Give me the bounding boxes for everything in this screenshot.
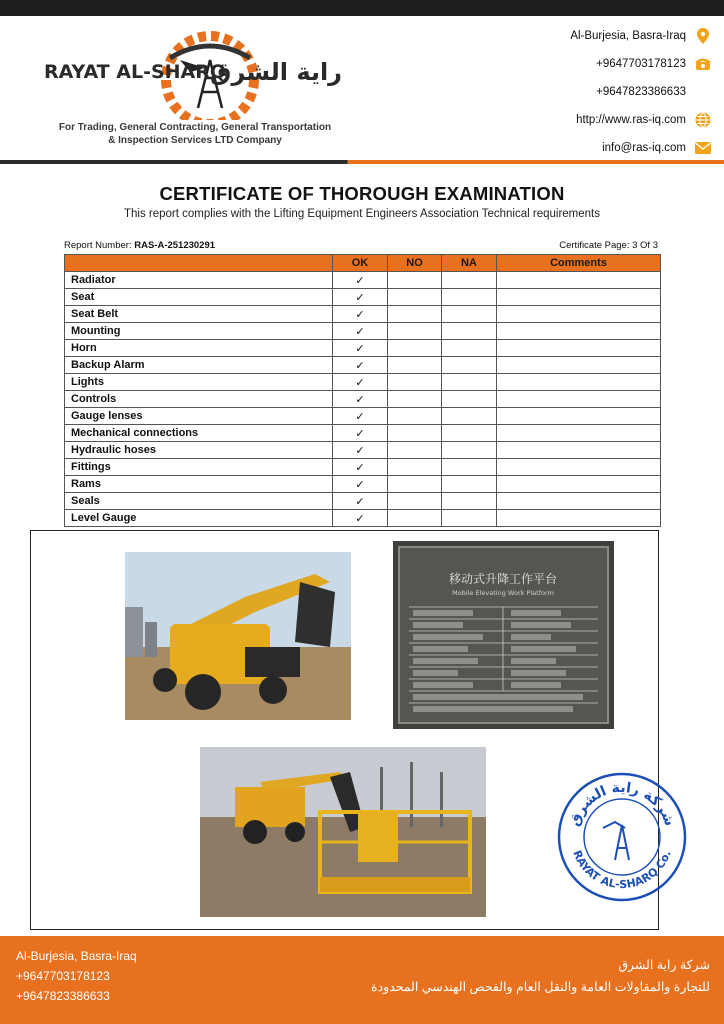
svg-text:RAYAT AL-SHARQ: RAYAT AL-SHARQ xyxy=(44,61,227,83)
row-no-cell xyxy=(388,357,442,374)
row-ok-cell: ✓ xyxy=(333,510,388,527)
row-item-label: Hydraulic hoses xyxy=(65,442,333,459)
table-row xyxy=(65,272,661,289)
report-number: Report Number: RAS-A-251230291 xyxy=(64,240,216,251)
svg-text:Mobile Elevating Work Platform: Mobile Elevating Work Platform xyxy=(452,589,554,597)
row-no-cell xyxy=(388,459,442,476)
row-comments-cell xyxy=(497,408,661,425)
row-ok-cell: ✓ xyxy=(333,425,388,442)
svg-text:شركة راية الشرق: شركة راية الشرق xyxy=(566,779,678,829)
header-na: NA xyxy=(442,255,497,272)
company-tagline: For Trading, General Contracting, General Transportation & Inspection Services LTD Company xyxy=(58,122,332,146)
row-ok-cell: ✓ xyxy=(333,340,388,357)
table-row xyxy=(65,340,661,357)
header-ok: OK xyxy=(333,255,388,272)
table-row xyxy=(65,323,661,340)
table-row xyxy=(65,408,661,425)
row-comments-cell xyxy=(497,476,661,493)
footer-phone-1: +9647703178123 xyxy=(16,969,110,983)
header-item xyxy=(65,255,333,272)
row-comments-cell xyxy=(497,459,661,476)
row-comments-cell xyxy=(497,493,661,510)
row-no-cell xyxy=(388,374,442,391)
row-na-cell xyxy=(442,442,497,459)
svg-text:移动式升降工作平台: 移动式升降工作平台 xyxy=(448,572,558,586)
location-pin-icon xyxy=(694,27,712,45)
row-na-cell xyxy=(442,357,497,374)
row-na-cell xyxy=(442,340,497,357)
row-item-label: Mounting xyxy=(65,323,333,340)
row-ok-cell: ✓ xyxy=(333,391,388,408)
equipment-photo-side xyxy=(125,552,351,720)
row-na-cell xyxy=(442,493,497,510)
row-ok-cell: ✓ xyxy=(333,357,388,374)
contact-email[interactable]: info@ras-iq.com xyxy=(452,134,712,162)
row-ok-cell: ✓ xyxy=(333,289,388,306)
row-ok-cell: ✓ xyxy=(333,272,388,289)
row-item-label: Gauge lenses xyxy=(65,408,333,425)
row-ok-cell: ✓ xyxy=(333,459,388,476)
row-no-cell xyxy=(388,272,442,289)
globe-icon xyxy=(694,111,712,129)
row-comments-cell xyxy=(497,289,661,306)
table-row xyxy=(65,476,661,493)
row-no-cell xyxy=(388,510,442,527)
header-comments: Comments xyxy=(497,255,661,272)
row-item-label: Level Gauge xyxy=(65,510,333,527)
row-ok-cell: ✓ xyxy=(333,442,388,459)
header-contacts xyxy=(452,22,712,162)
row-na-cell xyxy=(442,408,497,425)
row-na-cell xyxy=(442,459,497,476)
row-comments-cell xyxy=(497,391,661,408)
contact-phone-2[interactable]: +9647823386633 xyxy=(596,86,686,98)
row-no-cell xyxy=(388,323,442,340)
footer-address: Al-Burjesia, Basra-Iraq xyxy=(16,949,137,963)
equipment-photo-basket xyxy=(200,747,486,917)
certificate-title: CERTIFICATE OF THOROUGH EXAMINATION xyxy=(159,183,565,204)
certificate-subtitle: This report complies with the Lifting Equipment Engineers Association Technical requirements xyxy=(123,208,600,220)
top-bar xyxy=(0,0,724,16)
row-comments-cell xyxy=(497,510,661,527)
row-no-cell xyxy=(388,408,442,425)
table-row xyxy=(65,442,661,459)
row-ok-cell: ✓ xyxy=(333,306,388,323)
row-no-cell xyxy=(388,476,442,493)
row-ok-cell: ✓ xyxy=(333,408,388,425)
table-row xyxy=(65,391,661,408)
table-row xyxy=(65,289,661,306)
footer xyxy=(0,936,724,1024)
table-row xyxy=(65,374,661,391)
table-row xyxy=(65,510,661,527)
row-na-cell xyxy=(442,510,497,527)
row-ok-cell: ✓ xyxy=(333,323,388,340)
row-ok-cell: ✓ xyxy=(333,374,388,391)
company-stamp xyxy=(555,770,689,904)
svg-text:راية الشرق: راية الشرق xyxy=(209,58,342,86)
row-no-cell xyxy=(388,442,442,459)
row-comments-cell xyxy=(497,340,661,357)
row-comments-cell xyxy=(497,374,661,391)
row-item-label: Mechanical connections xyxy=(65,425,333,442)
row-comments-cell xyxy=(497,306,661,323)
row-no-cell xyxy=(388,493,442,510)
row-na-cell xyxy=(442,323,497,340)
contact-address: Al-Burjesia, Basra-Iraq xyxy=(452,22,712,50)
row-na-cell xyxy=(442,374,497,391)
row-no-cell xyxy=(388,425,442,442)
table-header-row xyxy=(65,255,661,272)
table-row xyxy=(65,425,661,442)
row-na-cell xyxy=(442,425,497,442)
contact-phone-1[interactable]: +9647703178123 xyxy=(452,50,712,78)
footer-company-arabic: شركة راية الشرق للتجارة والمقاولات العامة والنقل العام والفحص الهندسي المحدودة xyxy=(371,958,710,994)
row-comments-cell xyxy=(497,442,661,459)
row-ok-cell: ✓ xyxy=(333,493,388,510)
row-comments-cell xyxy=(497,425,661,442)
row-no-cell xyxy=(388,306,442,323)
table-row xyxy=(65,459,661,476)
row-comments-cell xyxy=(497,357,661,374)
svg-text:RAYAT AL-SHARQ Co.: RAYAT AL-SHARQ Co. xyxy=(570,848,674,892)
row-item-label: Seat xyxy=(65,289,333,306)
nameplate-photo xyxy=(393,541,614,729)
page-info: Certificate Page: 3 Of 3 xyxy=(559,240,658,251)
row-no-cell xyxy=(388,289,442,306)
row-item-label: Fittings xyxy=(65,459,333,476)
inspection-table xyxy=(64,254,661,527)
row-item-label: Radiator xyxy=(65,272,333,289)
row-item-label: Seals xyxy=(65,493,333,510)
row-item-label: Lights xyxy=(65,374,333,391)
mail-icon xyxy=(694,139,712,157)
row-na-cell xyxy=(442,272,497,289)
row-ok-cell: ✓ xyxy=(333,476,388,493)
header-no: NO xyxy=(388,255,442,272)
row-comments-cell xyxy=(497,272,661,289)
footer-phone-2: +9647823386633 xyxy=(16,989,110,1003)
row-na-cell xyxy=(442,391,497,408)
row-item-label: Backup Alarm xyxy=(65,357,333,374)
row-item-label: Horn xyxy=(65,340,333,357)
table-row xyxy=(65,306,661,323)
row-na-cell xyxy=(442,476,497,493)
contact-website[interactable]: http://www.ras-iq.com xyxy=(452,106,712,134)
row-item-label: Seat Belt xyxy=(65,306,333,323)
row-comments-cell xyxy=(497,323,661,340)
phone-icon xyxy=(694,55,712,73)
table-row xyxy=(65,357,661,374)
footer-contacts xyxy=(16,946,137,1006)
row-no-cell xyxy=(388,391,442,408)
row-na-cell xyxy=(442,306,497,323)
row-item-label: Rams xyxy=(65,476,333,493)
table-row xyxy=(65,493,661,510)
row-na-cell xyxy=(442,289,497,306)
header-divider xyxy=(0,160,724,164)
row-item-label: Controls xyxy=(65,391,333,408)
row-no-cell xyxy=(388,340,442,357)
